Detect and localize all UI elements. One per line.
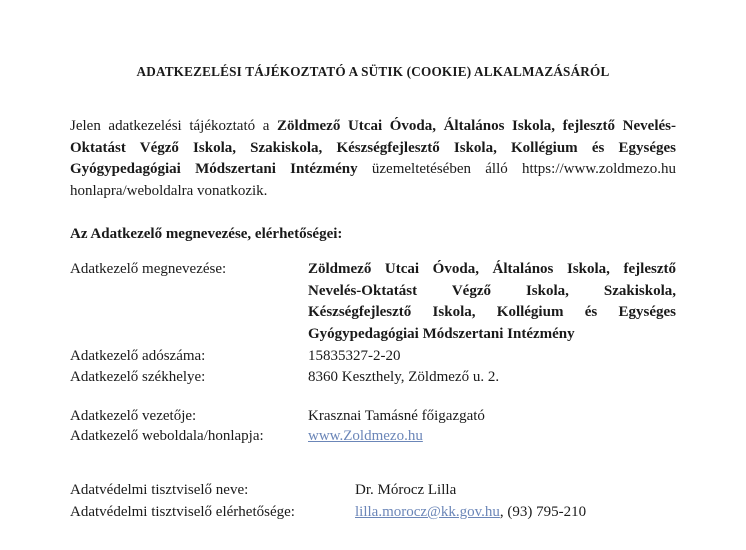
intro-paragraph (70, 116, 676, 202)
section-heading: Az Adatkezelő megnevezése, elérhetőségei: (70, 226, 343, 242)
dpo-name-label: Adatvédelmi tisztviselő neve: (70, 482, 249, 498)
controller-web-link[interactable]: www.Zoldmezo.hu (308, 428, 423, 444)
dpo-contact-value (355, 502, 586, 524)
dpo-contact-label: Adatvédelmi tisztviselő elérhetősége: (70, 504, 295, 520)
controller-seat-label: Adatkezelő székhelye: (70, 369, 206, 385)
dpo-name-value: Dr. Mórocz Lilla (355, 482, 457, 498)
controller-head-label: Adatkezelő vezetője: (70, 408, 197, 424)
controller-name-value: Zöldmező Utcai Óvoda, Általános Iskola, fejlesztő Nevelés-Oktatást Végző Iskola, Szakiskola, Készségfejlesztő Iskola, Kollégium és Egységes Gyógypedagógiai Módszertani Intézmény (308, 261, 676, 342)
controller-head-value: Krasznai Tamásné főigazgató (308, 408, 485, 424)
intro-institution: Zöldmező Utcai Óvoda, Általános Iskola, fejlesztő Nevelés-Oktatást Végző Iskola, Szakiskola, Készségfejlesztő Iskola, Kollégium és Egységes Gyógypedagógiai Módszertani Intézmény (70, 118, 676, 177)
controller-web-label: Adatkezelő weboldala/honlapja: (70, 428, 264, 444)
controller-seat-value: 8360 Keszthely, Zöldmező u. 2. (308, 369, 500, 385)
controller-tax-label: Adatkezelő adószáma: (70, 348, 206, 364)
intro-prefix: Jelen adatkezelési tájékoztató a (70, 118, 278, 134)
intro-suffix: üzemeltetésében álló https://www.zoldmezo.hu honlapra/weboldalra vonatkozik. (70, 161, 676, 199)
document-title: ADATKEZELÉSI TÁJÉKOZTATÓ A SÜTIK (COOKIE) ALKALMAZÁSÁRÓL (136, 64, 610, 79)
controller-tax-value: 15835327-2-20 (308, 348, 401, 364)
controller-name-label: Adatkezelő megnevezése: (70, 261, 227, 277)
dpo-contact-separator: , (499, 504, 508, 520)
dpo-phone: (93) 795-210 (507, 504, 587, 520)
dpo-email-link[interactable]: lilla.morocz@kk.gov.hu (355, 504, 500, 520)
